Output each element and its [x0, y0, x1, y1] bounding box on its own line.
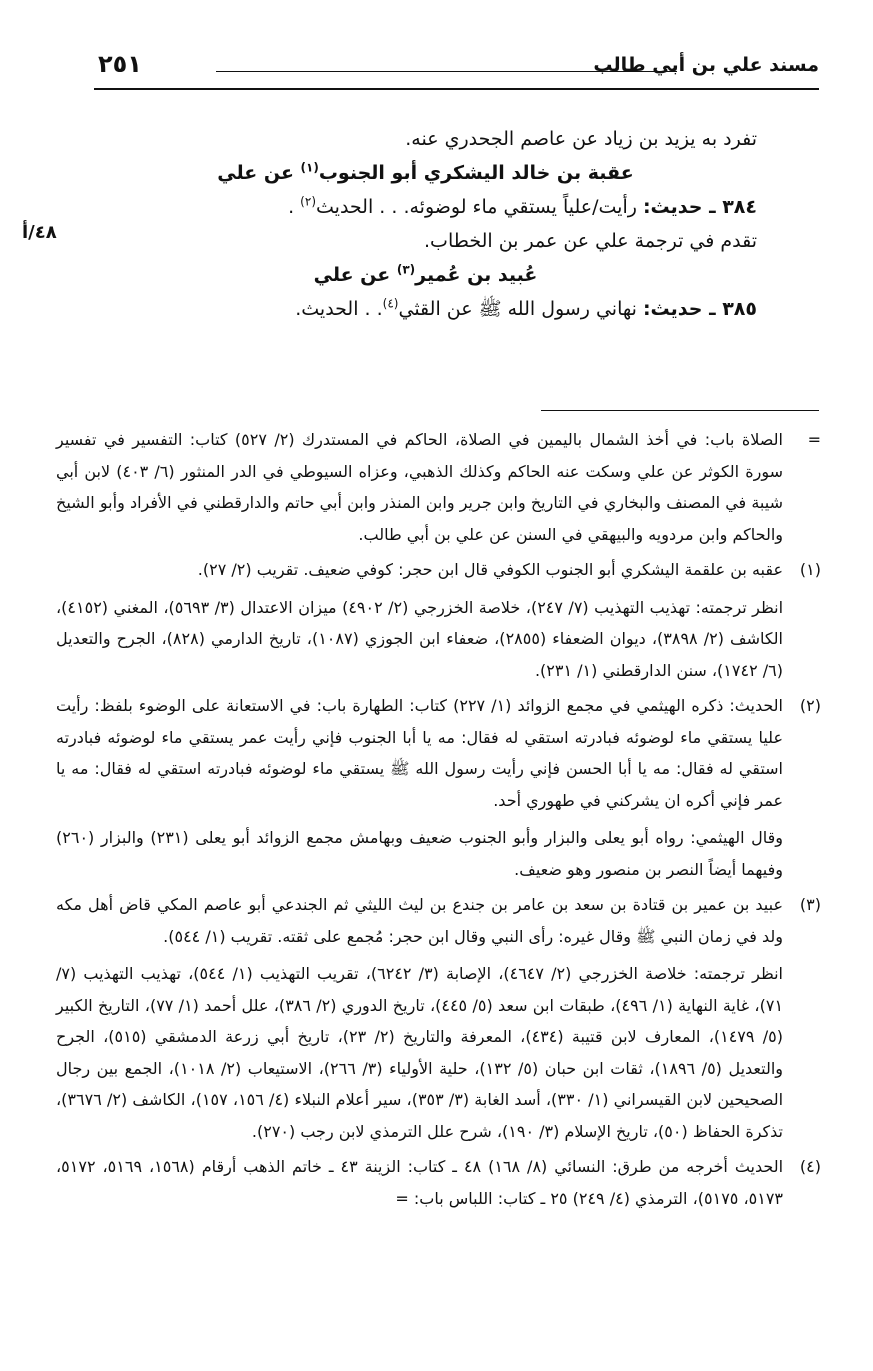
narrator-heading	[94, 258, 757, 292]
footnote	[56, 690, 821, 885]
footnote-ref[interactable]: (٤)	[382, 296, 399, 311]
main-text	[94, 118, 757, 326]
hadith-label: ٣٨٤ ـ حديث:	[642, 196, 757, 218]
heading-suffix: عن علي	[217, 162, 301, 184]
hadith-entry	[94, 292, 757, 326]
page-number: ٢٥١	[98, 50, 142, 78]
page-header	[94, 44, 819, 90]
footnote-ref[interactable]: (١)	[300, 160, 319, 175]
hadith-label: ٣٨٥ ـ حديث:	[642, 298, 757, 320]
footnote-body	[56, 554, 783, 686]
footnote-paragraph: انظر ترجمته: خلاصة الخزرجي (٢/ ٤٦٤٧)، الإصابة (٣/ ٦٢٤٢)، تقريب التهذيب (١/ ٥٤٤)، تهذيب التهذيب (٧/ ٧١)، غاية النهاية (١/ ٤٩٦)، طبقات ابن سعد (٥/ ٤٤٥)، تاريخ الدوري (٢/ ٣٨٦)، علل أحمد (١/ ٧٧)، التاريخ الكبير (٥/ ١٤٧٩)، المعارف لابن قتيبة (٤٣٤)، المعرفة والتاريخ (٢/ ٢٣)، تاريخ أبي زرعة الدمشقي (٥١٥)، الجرح والتعديل (٥/ ١٨٩٦)، ثقات ابن حبان (٥/ ١٣٢)، حلية الأولياء (٣/ ٢٦٦)، الاستيعاب (٢/ ١٠١٨)، الجمع بين رجال الصحيحين لابن القيسراني (١/ ٣٣٠)، أسد الغابة (٣/ ٣٥٣)، سير أعلام النبلاء (٤/ ١٥٦، ١٥٧)، الكاشف (٢/ ٣٦٧٦)، تذكرة الحفاظ (٥٠)، تاريخ الإسلام (٣/ ١٩٠)، شرح علل الترمذي لابن رجب (٢٧٠).	[56, 964, 784, 1141]
footnote-ref[interactable]: (٢)	[300, 194, 316, 209]
hadith-entry	[94, 190, 757, 224]
footnotes	[56, 424, 821, 1218]
footnote-marker: (٤)	[799, 1157, 821, 1176]
hadith-end: .	[288, 196, 301, 218]
narrator-heading	[94, 156, 757, 190]
footnote-paragraph: عبيد بن عمير بن قتادة بن سعد بن عامر بن جندع بن ليث الليثي ثم الجندعي أبو عاصم المكي قاض أهل مكه ولد في زمان النبي ﷺ وقال غيره: رأى النبي وقال ابن حجر: مُجمع على ثقته. تقريب (١/ ٥٤٤).	[56, 895, 783, 946]
footnote-body	[56, 1151, 783, 1214]
footnote	[56, 1151, 821, 1214]
footnote-marker: =	[807, 430, 821, 449]
footnote-marker: (٢)	[799, 696, 821, 715]
footnote-body	[56, 889, 783, 1147]
footnote-body	[56, 690, 783, 885]
footnote-paragraph: انظر ترجمته: تهذيب التهذيب (٧/ ٢٤٧)، خلاصة الخزرجي (٢/ ٤٩٠٢) ميزان الاعتدال (٣/ ٥٦٩٣)، المغني (٤١٥٢)، الكاشف (٢/ ٣٨٩٨)، ديوان الضعفاء (٢٨٥٥)، ضعفاء ابن الجوزي (١٠٨٧)، تاريخ الدارمي (٨٢٨)، الجرح والتعديل (٦/ ١٧٤٢)، سنن الدارقطني (١/ ٢٣١).	[56, 597, 784, 680]
footnote-marker: (١)	[799, 560, 821, 579]
footnote-paragraph: عقبه بن علقمة اليشكري أبو الجنوب الكوفي قال ابن حجر: كوفي ضعيف. تقريب (٢/ ٢٧).	[197, 560, 783, 579]
header-rule	[216, 71, 677, 72]
heading-suffix: عن علي	[313, 264, 397, 286]
footnote-paragraph: الحديث أخرجه من طرق: النسائي (٨/ ١٦٨) ٤٨ ـ كتاب: الزينة ٤٣ ـ خاتم الذهب أرقام (١٥٦٨، ٥١٦٩، ٥١٧٢، ٥١٧٣، ٥١٧٥)، الترمذي (٤/ ٢٤٩) ٢٥ ـ كتاب: اللباس باب: =	[56, 1157, 784, 1208]
hadith-end: . . الحديث.	[295, 298, 383, 320]
footnote-paragraph: الحديث: ذكره الهيثمي في مجمع الزوائد (١/ ٢٢٧) كتاب: الطهارة باب: في الاستعانة على الوضوء بلفظ: رأيت عليا يستقي ماء لوضوئه فبادرته استقي له فقال: مه يا أبا الجنوب فإني رأيت عمر يستقي ماء لوضوئه فبادرته استقي له فقال: مه يا أبا الحسن فإني رأيت رسول الله ﷺ يستقي ماء لوضوئه فبادرته استقي له فقال: مه يا عمر فإني أكره ان يشركني في طهوري أحد.	[56, 696, 783, 810]
heading-text: عُبيد بن عُمير	[415, 264, 538, 286]
footnote-separator	[541, 410, 819, 411]
heading-text: عقبة بن خالد اليشكري أبو الجنوب	[318, 162, 634, 184]
footnote	[56, 554, 821, 686]
footnote	[56, 424, 821, 550]
text-line: تقدم في ترجمة علي عن عمر بن الخطاب.	[424, 230, 757, 252]
running-title: مسند علي بن أبي طالب	[593, 54, 819, 76]
hadith-text: نهاني رسول الله ﷺ عن القثي	[398, 298, 643, 320]
footnote-ref[interactable]: (٣)	[396, 262, 416, 277]
footnote-marker: (٣)	[799, 895, 821, 914]
hadith-text: رأيت/علياً يستقي ماء لوضوئه. . . الحديث	[316, 196, 643, 218]
text-line: تفرد به يزيد بن زياد عن عاصم الجحدري عنه.	[405, 128, 757, 150]
margin-note: ٤٨/أ	[22, 222, 57, 243]
footnote-paragraph: وقال الهيثمي: رواه أبو يعلى والبزار وأبو الجنوب ضعيف وبهامش مجمع الزوائد أبو يعلى (٢٣١) والبزار (٢٦٠) وفيهما أيضاً النصر بن منصور وهو ضعيف.	[56, 828, 784, 879]
footnote	[56, 889, 821, 1147]
footnote-paragraph: الصلاة باب: في أخذ الشمال باليمين في الصلاة، الحاكم في المستدرك (٢/ ٥٢٧) كتاب: التفسير في تفسير سورة الكوثر عن علي وسكت عنه الحاكم وكذلك الذهبي، وعزاه السيوطي في الدر المنثور (٦/ ٤٠٣) لابن أبي شيبة في المصنف والبخاري في التاريخ وابن جرير وابن المنذر وابن أبي حاتم والدارقطني في الأفراد وأبو الشيخ والحاكم وابن مردويه والبيهقي في السنن عن علي بن أبي طالب.	[56, 430, 784, 544]
footnote-body	[56, 424, 783, 550]
